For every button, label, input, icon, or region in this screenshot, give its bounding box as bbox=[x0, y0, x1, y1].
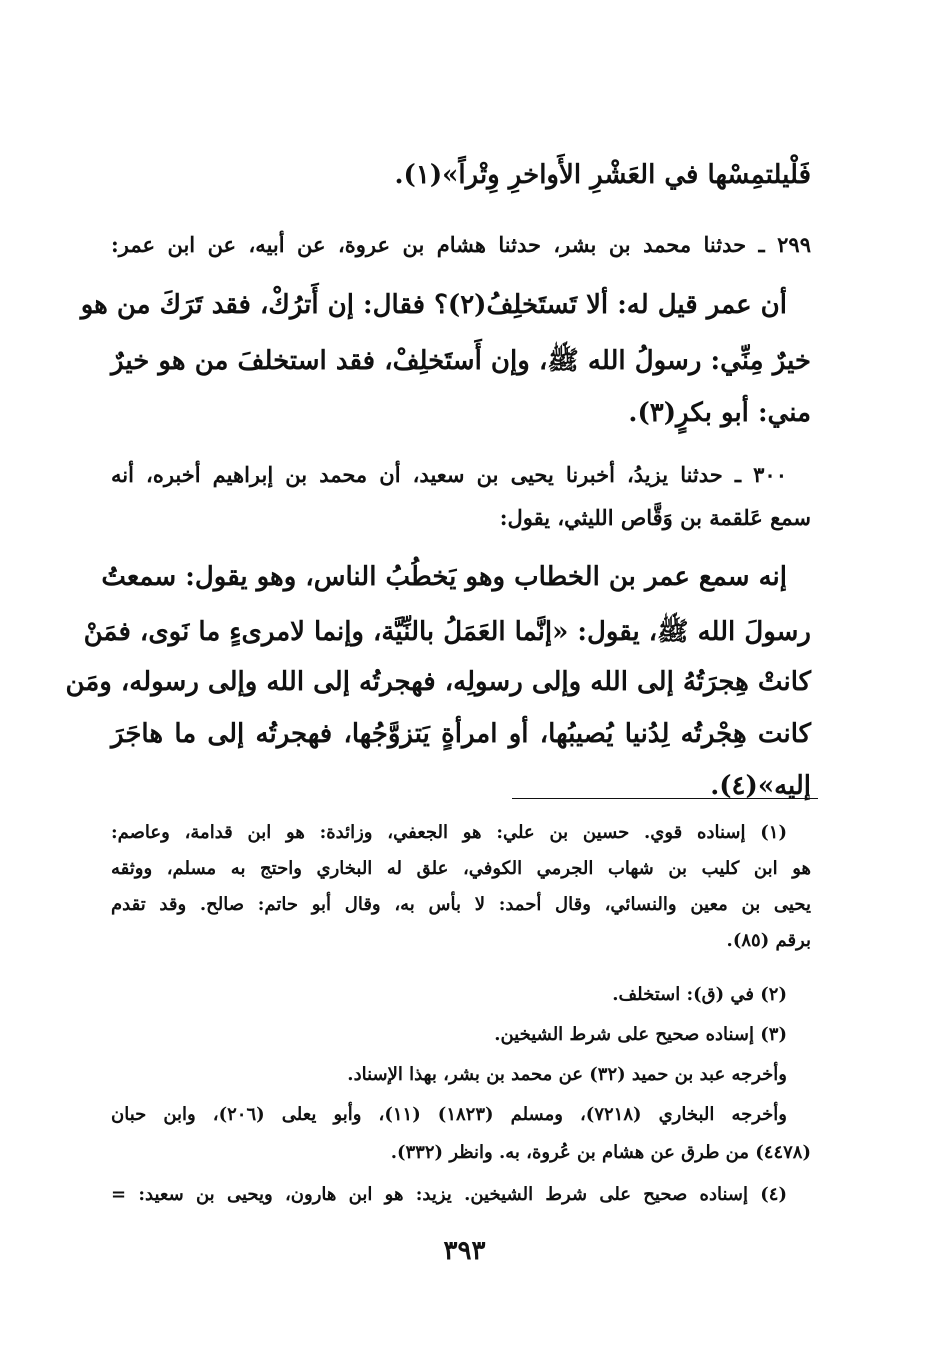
hadith-300-text-line-5: إليه»(٤). bbox=[710, 771, 811, 801]
hadith-299-text-line-1: أن عمر قيل له: ألا تَستَخلِفُ(٢)؟ فقال: إن أَترُكْ، فقد تَرَكَ من هو bbox=[80, 290, 787, 320]
hadith-300-chain-line-1: ٣٠٠ ـ حدثنا يزيدُ، أخبرنا يحيى بن سعيد، أن محمد بن إبراهيم أخبره، أنه bbox=[111, 462, 787, 487]
hadith-300-text-line-4: كانت هِجْرتُه لِدُنيا يُصيبُها، أو امرأةٍ يَتزوَّجُها، فهجرتُه إلى ما هاجَرَ bbox=[111, 719, 811, 749]
hadith-300-text-line-3: كانتْ هِجرَتُهُ إلى الله وإلى رسولِه، فهجرتُه إلى الله وإلى رسوله، ومَن bbox=[65, 667, 811, 697]
footnote-3: (٣) إسناده صحيح على شرط الشيخين. bbox=[494, 1024, 787, 1045]
footnote-4: (٤) إسناده صحيح على شرط الشيخين. يزيد: هو ابن هارون، ويحيى بن سعيد: = bbox=[111, 1184, 787, 1205]
hadith-300-text-line-2: رسولَ الله ﷺ، يقول: «إنَّما العَمَلُ بالنِّيَّة، وإنما لامرىءٍ ما نَوى، فمَنْ bbox=[83, 617, 811, 647]
footnote-1-line-1: (١) إسناده قوي. حسين بن علي: هو الجعفي، وزائدة: هو ابن قدامة، وعاصم: bbox=[111, 822, 787, 843]
hadith-298-ending: فَلْيلتمِسْها في العَشْرِ الأَواخرِ وِتْراً»(١). bbox=[394, 160, 811, 190]
hadith-300-chain-line-2: سمع عَلقمة بن وَقَّاص الليثي، يقول: bbox=[499, 505, 811, 530]
footnote-separator bbox=[512, 798, 818, 799]
footnote-1-line-4: برقم (٨٥). bbox=[726, 930, 811, 951]
hadith-299-text-line-3: مني: أبو بكرٍ(٣). bbox=[628, 398, 811, 428]
page-number: ٣٩٣ bbox=[443, 1236, 486, 1266]
hadith-299-text-line-2: خيرٌ مِنِّي: رسولُ الله ﷺ، وإن أَستَخلِفْ، فقد استخلفَ من هو خيرٌ bbox=[111, 346, 811, 376]
hadith-299-chain: ٢٩٩ ـ حدثنا محمد بن بشر، حدثنا هشام بن عروة، عن أبيه، عن ابن عمر: bbox=[111, 232, 811, 257]
footnote-2: (٢) في (ق): استخلف. bbox=[612, 984, 787, 1005]
footnote-3-extraction-2-line-1: وأخرجه البخاري (٧٢١٨)، ومسلم (١٨٢٣) (١١)، وأبو يعلى (٢٠٦)، وابن حبان bbox=[111, 1104, 787, 1125]
footnote-1-line-2: هو ابن كليب بن شهاب الجرمي الكوفي، علق له البخاري واحتج به مسلم، ووثقه bbox=[111, 858, 811, 879]
footnote-1-line-3: يحيى بن معين والنسائي، وقال أحمد: لا بأس به، وقال أبو حاتم: صالح. وقد تقدم bbox=[111, 894, 811, 915]
footnote-3-extraction-2-line-2: (٤٤٧٨) من طرق عن هشام بن عُروة، به. وانظر (٣٣٢). bbox=[390, 1142, 811, 1163]
footnote-3-extraction: وأخرجه عبد بن حميد (٣٢) عن محمد بن بشر، بهذا الإسناد. bbox=[347, 1064, 787, 1085]
hadith-300-text-line-1: إنه سمع عمر بن الخطاب وهو يَخطُبُ الناس، وهو يقول: سمعتُ bbox=[101, 562, 787, 592]
